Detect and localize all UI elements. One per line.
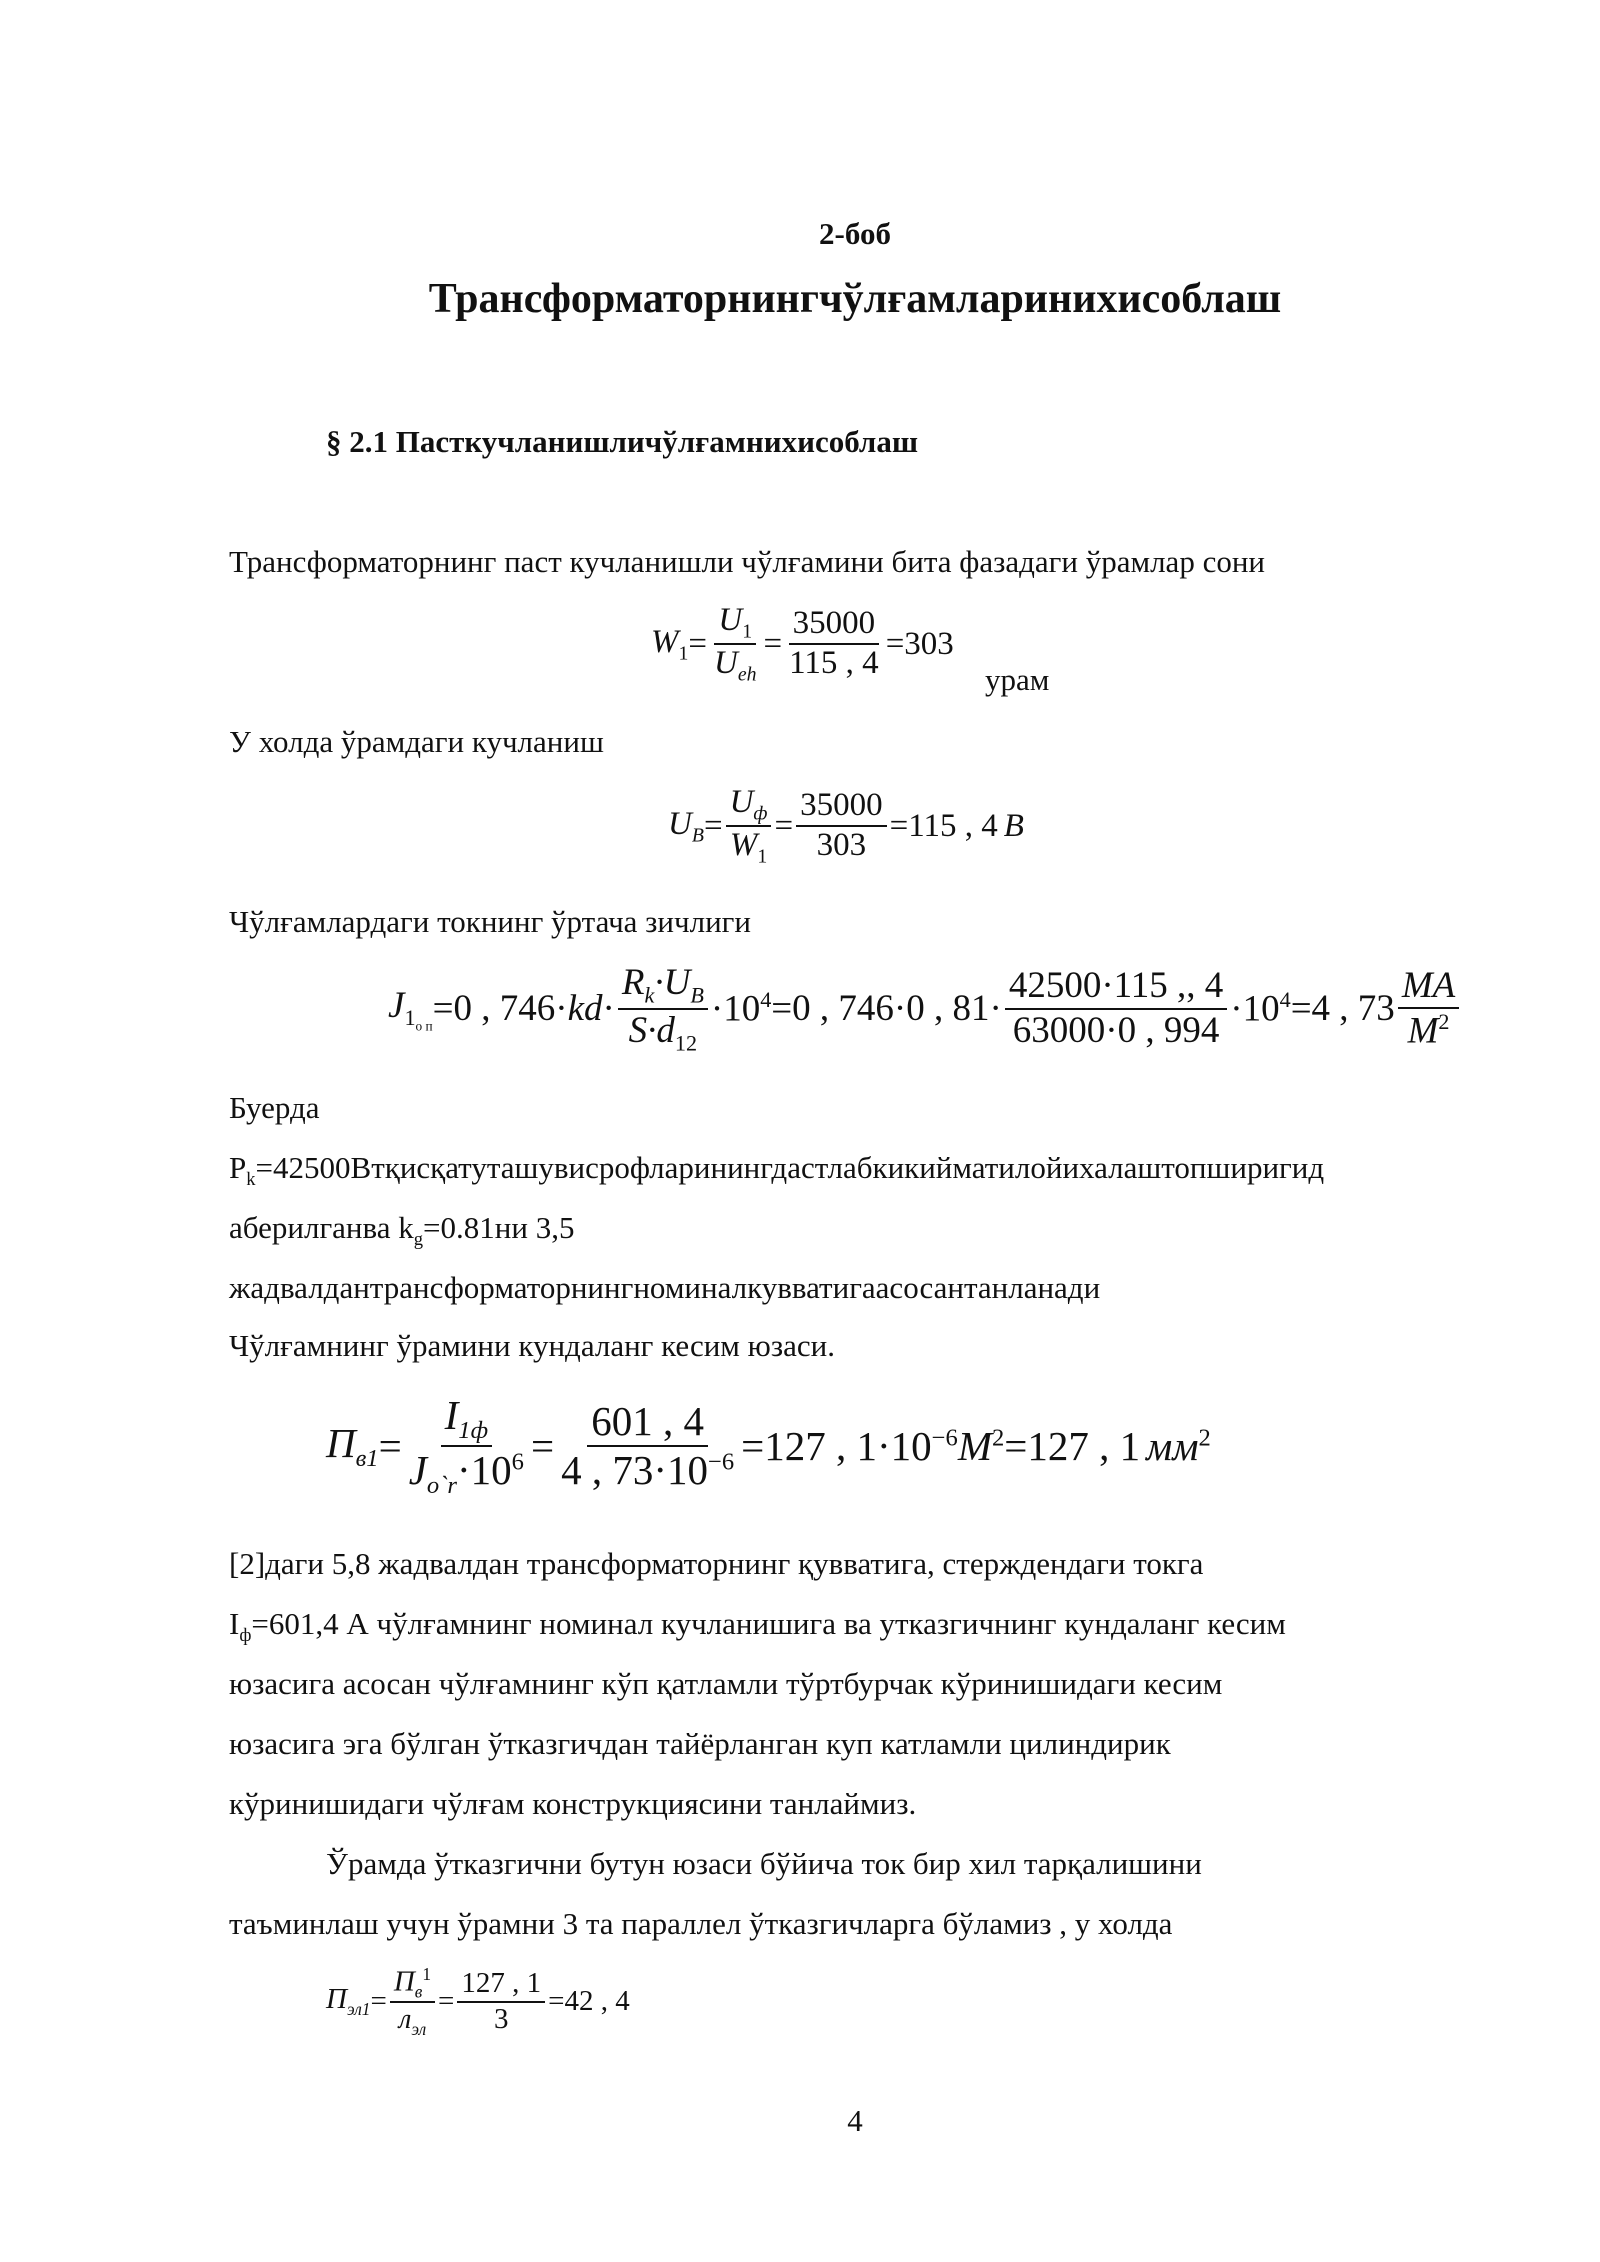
paragraph-where: Буерда [229, 1090, 320, 1125]
formula-unit: $\frac{MA}{M^2}$ [1398, 965, 1459, 1053]
paragraph-current-density: Чўлғамлардаги токнинг ўртача зичлиги [229, 904, 751, 939]
formula-fraction: $\frac{35000}{115 , 4}$ [789, 605, 879, 682]
paragraph-phase-current: $I_ф=601,4$ А чўлғамнинг номинал кучланишига ва утказгичнинг кундаланг кесим [229, 1606, 1286, 1647]
formula-result: =303 [885, 625, 954, 662]
formula-lhs: $U_B$ [668, 805, 704, 847]
paragraph-turns-intro: Трансформаторнинг паст кучланишли чўлғамини бита фазадаги ўрамлар сони [229, 544, 1266, 579]
formula-unit: B [1003, 807, 1024, 844]
paragraph-conductor-2: юзасига эга бўлган ўтказгичдан тайёрланган куп катламли цилиндирик [229, 1726, 1171, 1761]
paragraph-losses: $P_k=42500Втқисқатуташувисрофларинингдастлабкикийматилойихалаштопширигид$ [229, 1150, 1325, 1191]
formula-fraction: $\frac{U_1}{U_{eh}}$ [714, 602, 757, 686]
formula-fraction: $\frac{127 , 1}{3}$ [457, 1967, 545, 2036]
formula-conductor-section: $П_{эл1}$ = $\frac{П_в^1}{л_{эл}}$ = $\frac{127 , 1}{3}$ =42 , 4 [326, 1964, 630, 2040]
formula-lhs: $J_{1_{о п}}$ [388, 984, 433, 1034]
formula-turn-voltage: $U_B$ = $\frac{U_ф}{W_1}$ = $\frac{35000}{303}$ =115 , 4 B [668, 784, 1024, 868]
formula-result: =4 , 73 [1290, 988, 1395, 1030]
paragraph-parallel-2: таъминлаш учун ўрамни 3 та параллел ўтказгичларга бўламиз , у холда [229, 1906, 1173, 1941]
paragraph-table-selection: жадвалдантрансформаторнингноминалкувватигаасосантанланади [229, 1270, 1101, 1305]
formula-lhs: $П_{эл1}$ [326, 1983, 371, 2020]
formula-fraction: $\frac{601 , 4}{4 , 73\cdot 10^{-6}}$ [561, 1398, 735, 1494]
paragraph-parallel-1: Ўрамда ўтказгични бутун юзаси бўйича ток бир хил тарқалишини [326, 1846, 1202, 1881]
paragraph-conductor-1: юзасига асосан чўлғамнинг кўп қатламли тўртбурчак кўринишидаги кесим [229, 1666, 1223, 1701]
formula-result: =115 , 4 [889, 807, 998, 844]
paragraph-turn-voltage: У холда ўрамдаги кучланиш [229, 724, 604, 759]
formula-fraction: $\frac{П_в^1}{л_{эл}}$ [390, 1964, 435, 2039]
formula-fraction: $\frac{I_{1ф}}{J_{o`r}\cdot 10^6}$ [408, 1392, 524, 1500]
formula-fraction: $\frac{U_ф}{W_1}$ [726, 784, 772, 869]
paragraph-conductor-3: кўринишидаги чўлғам конструкциясини танлаймиз. [229, 1786, 917, 1821]
formula-fraction: $\frac{R_k\cdot U_B}{S\cdot d_{12}}$ [618, 962, 708, 1056]
paragraph-cross-section: Чўлғамнинг ўрамини кундаланг кесим юзаси. [229, 1328, 835, 1363]
paragraph-coefficient: аберилганва $k_g=0.81ни$ 3,5 [229, 1210, 575, 1251]
formula-fraction: $\frac{42500\cdot 115 ,, 4}{63000\cdot 0 , 994}$ [1005, 965, 1227, 1052]
formula-lhs: $П_{в1}$ [326, 1420, 379, 1473]
formula-unit: урам [985, 662, 1050, 697]
formula-current-density: $J_{1_{о п}}$ =0 , 746· kd · $\frac{R_k\cdot U_B}{S\cdot d_{12}}$ $\cdot 10^4$ =0 , 746·0 , 81· $\frac{42500\cdot 115 ,, 4}{63000\cdot 0 , 994}$ $\cdot 10^4$ =4 , 73 $\frac{MA}{M^2}$ [388, 962, 1462, 1056]
formula-turns: $W_1$ = $\frac{U_1}{U_{eh}}$ = $\frac{35000}{115 , 4}$ =303 [651, 602, 954, 686]
formula-fraction: $\frac{35000}{303}$ [796, 787, 887, 865]
formula-result: =42 , 4 [548, 1985, 630, 2018]
formula-cross-section: $П_{в1}$ = $\frac{I_{1ф}}{J_{o`r}\cdot 10^6}$ = $\frac{601 , 4}{4 , 73\cdot 10^{-6}}$ =127 , $1\cdot 10^{-6}$ $M^2$ =127 , 1 $мм^2$ [326, 1392, 1211, 1500]
paragraph-table-reference: [2]даги 5,8 жадвалдан трансформаторнинг қувватига, стерждендаги токга [229, 1546, 1204, 1581]
formula-lhs: $W_1$ [651, 623, 689, 665]
chapter-label: 2-боб [819, 216, 891, 251]
chapter-title: Трансформаторнингчўлғамларинихисоблаш [428, 276, 1282, 322]
section-heading: § 2.1 Пасткучланишличўлғамнихисоблаш [326, 424, 918, 459]
formula-unit: $мм^2$ [1146, 1423, 1211, 1470]
page-number: 4 [847, 2103, 863, 2138]
formula-result: =127 , 1 [1004, 1423, 1141, 1470]
